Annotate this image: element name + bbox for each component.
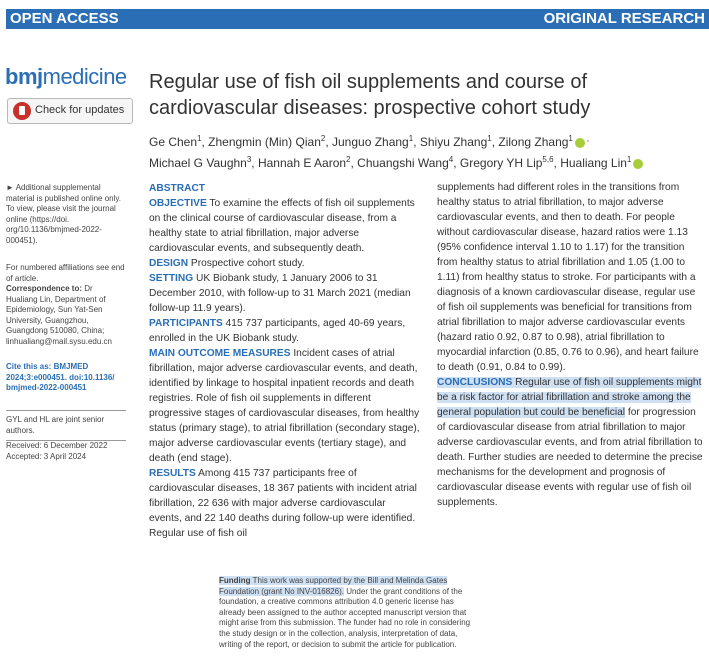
funding-note: Funding This work was supported by the Bill and Melinda Gates Foundation (grant No INV-016826). Under the grant conditions of the foundation, a creative commons attribution 4.0 generic license has already been assigned to the author accepted manuscript version that might arise from this submission. The funder had no role in considering the study design or in the collection, analysis, interpretation of data, writing of the report, or decision to submit the article for publication. xyxy=(219,576,471,649)
header-region xyxy=(0,0,709,31)
orcid-icon[interactable] xyxy=(575,138,585,148)
banner xyxy=(6,9,709,29)
affiliations-note: For numbered affiliations see end of article. Correspondence to: Dr Hualiang Lin, Department of Epidemiology, Sun Yat-Sen University, Guangzhou, Guangdong 510080, China; linhualiang@mail.sysu.edu.cn xyxy=(6,263,125,346)
joint-authors-note: GYL and HL are joint senior authors. xyxy=(6,406,126,445)
author-list: Ge Chen$^1$, Zhengmin (Min) Qian$^2$, Junguo Zhang$^1$, Shiyu Zhang$^1$, Zilong Zhang$^1$ , Michael G Vaughn$^3$, Hannah E Aaron$^2$, Chuangshi Wang$^4$, Gregory YH Lip$^{5,6}$, Hualiang Lin$^1$ xyxy=(149,130,709,172)
check-for-updates-button[interactable]: Check for updates xyxy=(7,98,133,124)
supplemental-note: ► Additional supplemental material is published online only. To view, please visit the journal online (https://doi. org/10.1136/bmjmed-2022-000451). xyxy=(6,183,122,245)
abstract-heading: ABSTRACT xyxy=(149,183,206,194)
article-type-label: ORIGINAL RESEARCH xyxy=(543,10,705,27)
results-continued: supplements had different roles in the transitions from healthy status to atrial fibrillation, to major adverse cardiovascular events, and then to death. For people without cardiovascular disease, hazard ratios were 1.13 (95% confidence interval 1.10 to 1.17) for the transition from healthy status to atrial fibrillation and 1.05 (1.00 to 1.11) from healthy status to stroke. For participants with a diagnosis of a known cardiovascular disease, regular use of fish oil supplements was beneficial for transitions from atrial fibrillation to major adverse cardiovascular events (hazard ratio 0.92, 0.87 to 0.98), atrial fibrillation to myocardial infarction (0.85, 0.76 to 0.96), and heart failure to death (0.91, 0.84 to 0.99). xyxy=(437,182,699,373)
abstract-column-2: supplements had different roles in the transitions from healthy status to atrial fibrillation, to major adverse cardiovascular events, and then to death. For people without cardiovascular disease, hazard ratios were 1.13 (95% confidence interval 1.10 to 1.17) for the transition from healthy status to atrial fibrillation and 1.05 (1.00 to 1.11) from healthy status to stroke. For participants with a diagnosis of a known cardiovascular disease, regular use of fish oil supplements was beneficial for transitions from atrial fibrillation to major adverse cardiovascular events (hazard ratio 0.92, 0.87 to 0.98), atrial fibrillation to myocardial infarction (0.85, 0.76 to 0.96), and heart failure to death (0.91, 0.84 to 0.99). CONCLUSIONS Regular use of fish oil supplements might be a risk factor for atrial fibrillation and stroke among the general population but could be beneficial for progression of cardiovascular disease from atrial fibrillation to major adverse cardiovascular events, and from atrial fibrillation to death. Further studies are needed to determine the precise mechanisms for the development and prognosis of cardiovascular disease events with regular use of fish oil supplements. xyxy=(437,180,705,510)
article-title: Regular use of fish oil supplements and course of cardiovascular diseases: prospective cohort study xyxy=(149,71,591,119)
abstract-column-1: ABSTRACT OBJECTIVE To examine the effects of fish oil supplements on the clinical course of cardiovascular disease, from a healthy state to atrial fibrillation, major adverse cardiovascular events, and subsequently death. DESIGN Prospective cohort study. SETTING UK Biobank study, 1 January 2006 to 31 December 2010, with follow-up to 31 March 2021 (median follow-up 11.9 years). PARTICIPANTS 415 737 participants, aged 40-69 years, enrolled in the UK Biobank study. MAIN OUTCOME MEASURES Incident cases of atrial fibrillation, major adverse cardiovascular events, and death, identified by linkage to hospital inpatient records and death registries. Role of fish oil supplements in different progressive stages of cardiovascular diseases, from healthy status (primary stage), to atrial fibrillation (secondary stage), major adverse cardiovascular events (tertiary stage), and death (end stage). RESULTS Among 415 737 participants free of cardiovascular diseases, 18 367 patients with incident atrial fibrillation, 22 636 with major adverse cardiovascular events, and 22 140 deaths during follow-up were identified. Regular use of fish oil xyxy=(149,183,420,539)
dates-note: Received: 6 December 2022 Accepted: 3 April 2024 xyxy=(6,441,108,461)
orcid-icon[interactable] xyxy=(633,159,643,169)
bookmark-icon xyxy=(13,102,31,120)
citation-note: Cite this as: BMJMED 2024;3:e000451. doi:10.1136/ bmjmed-2022-000451 xyxy=(6,362,115,392)
results-text: Among 415 737 participants free of cardiovascular diseases, 18 367 patients with incident atrial fibrillation, 22 636 with major adverse cardiovascular events, and 22 140 deaths during follow-up were identified. Regular use of fish oil xyxy=(149,468,417,539)
open-access-label: OPEN ACCESS xyxy=(10,10,119,27)
journal-logo[interactable]: bmjmedicine xyxy=(5,64,127,89)
